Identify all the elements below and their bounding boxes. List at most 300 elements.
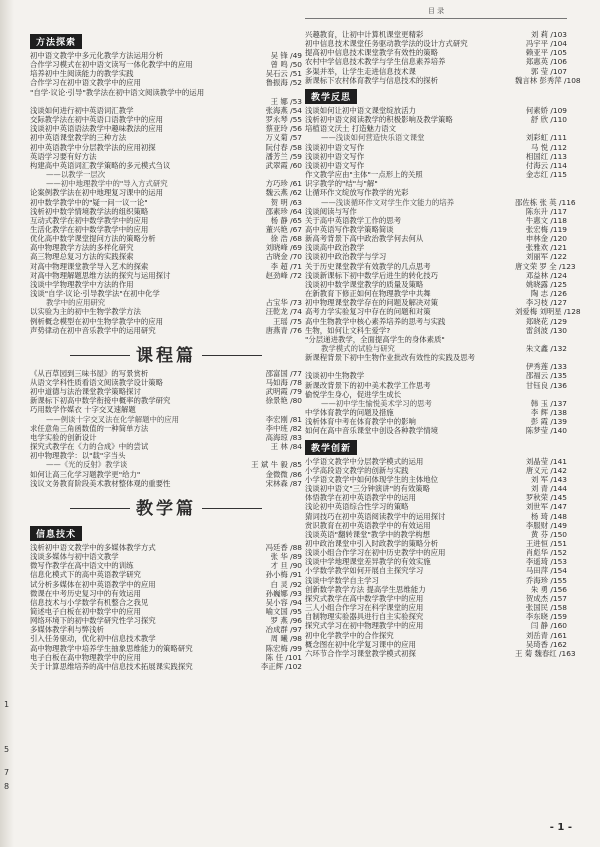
author-page: 彭 霞 /139 [530, 417, 567, 427]
article-title: 生活化教学在初中数学教学中的应用 [30, 224, 149, 234]
article-title: 培养初中生阅读能力的教学实践 [30, 69, 134, 79]
author-page: 赖亚平 /105 [525, 48, 567, 58]
toc-entry [305, 548, 567, 557]
toc-entry [305, 30, 567, 39]
article-title: 初中英语课堂教学的三种方法 [30, 133, 127, 143]
author-page: 邵富国 /77 [265, 368, 302, 378]
article-title: 《从百草园到三味书屋》的写景赏析 [30, 368, 149, 378]
margin-number: 7 [4, 768, 10, 777]
article-title: 教学模式的试验与研究 [321, 344, 395, 353]
article-title: 高三物理总复习方法的实践探索 [30, 252, 134, 262]
toc-entry [30, 424, 302, 433]
article-title: 让循环作文绽放写作教学的光彩 [305, 188, 409, 198]
toc-entry [305, 216, 567, 225]
article-title: 高中物理教学方法的多样化研究 [30, 243, 134, 253]
author-page: 刘晓峰 /69 [265, 243, 302, 253]
toc-entry [305, 371, 567, 380]
author-page: 邓益林 /124 [525, 270, 567, 280]
header-strip: 目 录 [305, 6, 567, 19]
toc-entry [30, 460, 302, 469]
toc-entry [30, 396, 302, 405]
article-title: 合作学习在初中语文教学中的应用 [30, 78, 141, 88]
page-fold-shadow [0, 0, 14, 847]
author-page: 唐文荣 罗 全 /123 [515, 261, 576, 271]
article-title: 互动式教学在初中数学教学中的应用 [30, 215, 149, 225]
article-title: 自制物理实验器具进行自主实验探究 [305, 612, 424, 622]
toc-entry [30, 216, 302, 225]
toc-entry [30, 662, 302, 671]
article-title: 浅谈"自学·议论·引导教学法"在初中化学 [30, 289, 160, 299]
author-page: 吴石云 /51 [265, 69, 302, 79]
author-page: 曾 鸣 /50 [270, 60, 302, 70]
author-page: 魏云燕 /62 [265, 188, 302, 198]
article-title: 从语文学科性质看语文阅读教学设计策略 [30, 378, 164, 387]
author-page: 刘 莉 /103 [530, 30, 567, 39]
toc-entry [305, 399, 567, 408]
article-title: 浅谈小组合作学习在初中历史教学中的应用 [305, 548, 446, 558]
author-page: 冯廷香 /88 [265, 542, 302, 552]
toc-entry [30, 133, 302, 142]
author-page: 黄 芬 /150 [530, 529, 567, 539]
toc-entry [30, 78, 302, 87]
toc-entry [30, 561, 302, 570]
article-title: 浅谈高中政治教学 [305, 243, 365, 253]
toc-entry [30, 470, 302, 479]
article-title: 关于高中英语教学工作的思考 [305, 215, 402, 225]
toc-entry [305, 234, 567, 243]
article-title: 信息技术与小学数学有机整合之我见 [30, 597, 149, 607]
toc-entry [30, 479, 302, 488]
toc-entry [305, 539, 567, 548]
author-page: 董兴艳 /67 [265, 224, 302, 234]
toc-entry [305, 390, 567, 399]
toc-entry [305, 512, 567, 521]
author-page: 高海琼 /83 [265, 432, 302, 442]
author-page: 潘芳兰 /59 [265, 151, 302, 161]
author-page: 吴琦香 /162 [525, 639, 567, 649]
article-title: 浅谈初中语文"三分钟演讲"的有效策略 [305, 484, 431, 494]
article-title: 高中英语写作教学策略简谈 [305, 224, 394, 234]
author-page: 孙小梅 /91 [265, 570, 302, 580]
author-page: 舒 欣 /110 [530, 115, 567, 125]
toc-entry [30, 378, 302, 387]
toc-entry [30, 589, 302, 598]
article-title: 对高中物理解题思维方法的探究与运用探讨 [30, 270, 171, 280]
author-page: 张 华 /89 [270, 552, 302, 562]
author-page: 陈东升 /117 [525, 206, 567, 216]
author-page: 伊秀莲 /133 [525, 362, 567, 372]
author-page: 马如海 /78 [265, 378, 302, 387]
article-title: 浅谈初中生物教学 [305, 371, 365, 381]
toc-entry [305, 152, 567, 161]
toc-entry [305, 271, 567, 280]
toc-entry [305, 648, 576, 658]
toc-entry [305, 381, 567, 390]
toc-entry [305, 133, 567, 142]
author-page: 肖彪华 /152 [525, 548, 567, 558]
article-title: 浅谈初中语文写作 [305, 160, 365, 170]
article-title: 关于历史课堂教学有效教学的几点思考 [305, 261, 431, 271]
toc-entry [305, 457, 567, 466]
toc-entry [305, 408, 567, 417]
article-title: 浅析初中数学情境教学法的组织策略 [30, 206, 149, 216]
toc-entry [305, 67, 567, 76]
author-page: 李宏刚 /81 [265, 414, 302, 424]
author-page: 张国民 /158 [525, 603, 567, 613]
author-page: 刘世军 /147 [525, 502, 567, 512]
article-title: 浅谈中学数学自主学习 [305, 575, 379, 585]
toc-entry [305, 75, 581, 85]
toc-entry [30, 634, 302, 643]
article-title: 浅谈初中政治教学与学习 [305, 252, 387, 262]
toc-entry [305, 640, 567, 649]
toc-entry [305, 161, 567, 170]
toc-entry [30, 451, 302, 460]
toc-entry [305, 612, 567, 621]
article-title: 浅谈如何进行初中英语词汇教学 [30, 105, 134, 115]
toc-entry [305, 521, 567, 530]
article-title: 高中物理教学中培养学生抽象思维能力的策略研究 [30, 643, 193, 653]
article-title: 关于计算思维培养的高中信息技术拓展课实践探究 [30, 661, 193, 671]
section-tag: 教学创新 [305, 440, 357, 455]
author-page: 魏言林 彭秀萍 /108 [515, 75, 581, 85]
toc-entry [30, 616, 302, 625]
toc-entry [30, 170, 302, 179]
toc-entry [305, 493, 567, 502]
article-title: 识字教学的"结"与"解" [305, 179, 378, 189]
article-title: ——《光的反射》教学谈 [46, 460, 128, 470]
article-title: 多媒体教学利与弊浅析 [30, 625, 104, 635]
author-page: 金志红 /115 [525, 170, 567, 180]
toc-entry [30, 326, 302, 335]
article-title: 浅析初中语文教学中的多媒体教学方式 [30, 542, 156, 552]
author-page: 付海云 /114 [525, 160, 567, 170]
toc-entry [305, 603, 567, 612]
author-page: 邵素珍 /64 [265, 206, 302, 216]
author-page: 韩 玉 /137 [530, 398, 567, 408]
toc-entry [30, 262, 302, 271]
author-page: 申林金 /120 [525, 234, 567, 244]
article-title: 探究式教学在高中数学教学中的应用 [305, 593, 424, 603]
author-page: 张海燕 /54 [265, 105, 302, 115]
toc-entry [305, 566, 567, 575]
author-page: 姚晓露 /125 [525, 279, 567, 289]
margin-number: 5 [4, 745, 10, 754]
article-title: 体悟教学在初中英语教学中的运用 [305, 493, 416, 503]
article-title: 浅议文务教育阶段美术教材整体观的重要性 [30, 478, 171, 488]
part-heading [30, 494, 302, 519]
author-page: 武翠霞 /60 [265, 160, 302, 170]
author-page: 罗秋荣 /145 [525, 493, 567, 503]
part-heading-label: 课程篇 [136, 345, 196, 366]
toc-entry [305, 280, 567, 289]
article-title: 农村中学信息技术教学与学生信息素养培养 [305, 57, 446, 67]
author-page: 闫 静 /160 [530, 621, 567, 631]
article-title: ——浅谈如何营造快乐语文课堂 [321, 133, 425, 143]
article-title: 新高考背景下高中政治教学何去何从 [305, 234, 424, 244]
article-title: 微课在中考历史复习中的有效运用 [30, 588, 141, 598]
toc-entry [305, 326, 567, 335]
toc-entry [305, 188, 567, 197]
article-title: "自学·议论·引导"教学法在初中语文阅读教学中的运用 [30, 87, 205, 97]
author-page: 唐燕青 /76 [265, 325, 302, 335]
toc-entry [305, 317, 567, 326]
toc-entry [305, 466, 567, 475]
article-title: 初中政治课堂中引入时政教学的策略分析 [305, 538, 439, 548]
author-page: 贺成杰 /157 [525, 593, 567, 603]
author-page: 陈梦莹 /140 [525, 426, 567, 436]
toc-entry [30, 252, 302, 261]
author-page: 方巧珍 /61 [265, 179, 302, 189]
toc-entry [305, 594, 567, 603]
toc-entry [305, 502, 567, 511]
toc-entry [30, 51, 302, 60]
toc-entry [30, 298, 302, 307]
author-page: 王 菊 魏春红 /163 [515, 648, 576, 658]
author-page: 鲁振海 /52 [265, 78, 302, 88]
author-page: 罗永琴 /55 [265, 115, 302, 125]
author-page: 李 超 /71 [270, 261, 302, 271]
article-title: 浅谈英语"翻转课堂"教学中的教学构想 [305, 529, 431, 539]
toc-entry [30, 97, 302, 106]
author-page: 邵福云 /135 [525, 371, 567, 381]
toc-entry [30, 271, 302, 280]
article-title: 以实验为主的初中生物学教学方法 [30, 307, 141, 317]
author-page: 李正辉 /102 [260, 661, 302, 671]
article-title: 浅谈中学物理教学中方法的作用 [30, 279, 134, 289]
author-page: 刘彩虹 /111 [525, 133, 567, 143]
author-page: 占宝华 /73 [265, 298, 302, 308]
toc-entry [30, 543, 302, 552]
toc-entry [30, 207, 302, 216]
author-page: 刘岳青 /161 [525, 630, 567, 640]
author-page: 王 娜 /53 [270, 96, 302, 106]
article-title: 英语学习要有好方法 [30, 151, 97, 161]
article-title: 浅谈新课标下初中数学后进生的转化技巧 [305, 270, 439, 280]
article-title: 合作学习模式在初中语文读写一体化教学中的应用 [30, 60, 193, 70]
author-page: 陈宏梅 /99 [265, 643, 302, 653]
toc-entry [30, 625, 302, 634]
toc-entry [30, 598, 302, 607]
article-title: 浅谈初中语文写作 [305, 142, 365, 152]
article-title: 如何让高三化学习题教学更"给力" [30, 469, 141, 479]
toc-entry [305, 115, 567, 124]
article-title: 对高中物理课堂教学导入艺术的探索 [30, 261, 149, 271]
article-title: 小学高段语文教学的创新与实践 [305, 465, 409, 475]
article-title: 交际教学法在初中英语口语教学中的应用 [30, 115, 164, 125]
author-page: 唐义元 /142 [525, 465, 567, 475]
toc-entry [305, 335, 567, 344]
author-page: 王 斌 牛 毅 /85 [251, 460, 302, 470]
article-title: 新课标下农村体育教学与信息技术的探析 [305, 75, 439, 85]
author-page: 张雅欢 /121 [525, 243, 567, 253]
author-page: 郑晓花 /129 [525, 316, 567, 326]
article-title: 浅谈多媒体与初中语文教学 [30, 552, 119, 562]
article-title: 提高初中信息技术课堂教学有效性的策略 [305, 48, 439, 58]
toc-entry [30, 552, 302, 561]
author-page: 甘钰良 /136 [525, 380, 567, 390]
author-page: 邵佐栋 张 英 /116 [515, 197, 576, 207]
toc-entry [30, 415, 302, 424]
author-page: 李服财 /149 [525, 520, 567, 530]
article-title: 中学体育教学的问题及措施 [305, 408, 394, 418]
article-title: 初中英语教学中分层教学法的应用初探 [30, 142, 156, 152]
toc-entry [30, 442, 302, 451]
toc-entry [30, 124, 302, 133]
section-tag: 信息技术 [30, 526, 82, 541]
toc-entry [305, 197, 576, 207]
author-page: 金微微 /86 [265, 469, 302, 479]
article-title: 初中物理课堂教学存在的问题及解决对策 [305, 298, 439, 308]
author-page: 郭 莹 /107 [530, 66, 567, 76]
article-title: 电子白板在高中物理教学中的应用 [30, 652, 141, 662]
toc-entry [30, 387, 302, 396]
author-page: 刘 军 /143 [530, 474, 567, 484]
author-page: 马 悦 /112 [530, 142, 567, 152]
part-heading [30, 341, 302, 366]
article-title: 高中生物教学中核心素养培养的思考与实践 [305, 316, 446, 326]
toc-entry [30, 225, 302, 234]
article-title: 浅析体育中考在体育教学中的影响 [305, 417, 416, 427]
toc-entry [305, 362, 567, 371]
toc-entry [305, 353, 567, 362]
article-title: ——初中地理教学中的"导入方式研究 [46, 179, 168, 189]
toc-entry [30, 243, 302, 252]
toc-entry [30, 88, 302, 97]
toc-entry [30, 369, 302, 378]
article-title: 六环节合作学习课堂教学模式初探 [305, 648, 416, 658]
author-page: 郑惠英 /106 [525, 57, 567, 67]
article-title: 初中道德与法治课堂教学策略探讨 [30, 387, 141, 397]
margin-number: 1 [4, 700, 10, 709]
author-page: 王进恒 /151 [525, 538, 567, 548]
author-page: 阮付春 /58 [265, 142, 302, 152]
author-page: 朱 勇 /156 [530, 584, 567, 594]
author-page: 牛惠文 /118 [525, 215, 567, 225]
article-title: 浅谈初中数学课堂教学的质量及策略 [305, 279, 424, 289]
toc-entry [305, 57, 567, 66]
toc-entry [305, 289, 567, 298]
toc-entry [305, 179, 567, 188]
author-page: 李东晓 /159 [525, 612, 567, 622]
author-page: 陈 任 /101 [265, 652, 302, 662]
article-title: 试分析多媒体在初中英语教学中的应用 [30, 579, 156, 589]
toc-entry [30, 307, 302, 316]
article-title: 培植语文沃土 打造魅力语文 [305, 124, 397, 134]
article-title: ——浅谈循环作文对学生作文能力的培养 [321, 197, 455, 207]
toc-entry [30, 317, 302, 326]
article-title: 初中信息技术课堂任务驱动教学法的设计方式研究 [305, 39, 468, 49]
toc-entry [30, 106, 302, 115]
article-title: 三人小组合作学习在科学课堂的应用 [305, 603, 424, 613]
author-page: 刘晶莹 /141 [525, 456, 567, 466]
toc-entry [30, 60, 302, 69]
toc-entry [30, 644, 302, 653]
author-page: 贺 明 /63 [270, 197, 302, 207]
article-title: 网络环境下的初中数学研究性学习探究 [30, 616, 156, 626]
article-title: 简述电子白板在初中数学中的应用 [30, 606, 141, 616]
author-page: 雷剑波 /130 [525, 325, 567, 335]
author-page: 乔海珍 /155 [525, 575, 567, 585]
author-page: 白 灵 /92 [270, 579, 302, 589]
article-title: 教学中的应用研究 [46, 298, 106, 308]
toc-entry [305, 124, 567, 133]
toc-entry [305, 307, 581, 317]
toc-entry [30, 234, 302, 243]
author-page: 赵劲峰 /72 [265, 270, 302, 280]
article-title: 小学语文教学中分层教学模式的运用 [305, 456, 424, 466]
article-title: 创新数学教学方法 提高学生思维能力 [305, 584, 426, 594]
article-title: 作文教学应由"主体"一点形上的关照 [305, 170, 423, 180]
article-title: 优化高中数学课堂提问方法的策略分析 [30, 234, 156, 244]
author-page: 马田萍 /154 [525, 566, 567, 576]
author-page: 王 林 /84 [270, 442, 302, 452]
author-page: 吴小容 /94 [265, 597, 302, 607]
toc-left-column [30, 30, 302, 671]
author-page: 冯宇平 /104 [525, 39, 567, 49]
author-page: 陶 志 /126 [530, 289, 567, 299]
article-title: 如何在高中音乐课堂中创设各种教学情境 [305, 426, 439, 436]
article-title: 赏识教育在初中英语教学中的有效运用 [305, 520, 431, 530]
toc-entry [30, 405, 302, 414]
toc-entry [305, 631, 567, 640]
author-page: 何素娇 /109 [525, 105, 567, 115]
author-page: 徐 浩 /68 [270, 234, 302, 244]
author-page: 孙巍娜 /93 [265, 588, 302, 598]
article-title: 探究式学习在初中物理教学中的应用 [305, 621, 424, 631]
author-page: 宋林森 /87 [265, 478, 302, 488]
article-title: 微写作教学在高中语文中的训练 [30, 561, 134, 571]
article-title: 声势律动在初中音乐教学中的运用研究 [30, 325, 156, 335]
article-title: 浅析初中语文阅读教学的积极影响及教学策略 [305, 115, 453, 125]
author-page: 刘 青 /144 [530, 484, 567, 494]
author-page: 张宏梅 /119 [525, 224, 567, 234]
article-title: 初中数学教学中的"疑一问一议一论" [30, 197, 148, 207]
toc-entry [305, 261, 576, 271]
author-page: 万义菊 /57 [265, 133, 302, 143]
article-title: 求任意角三角函数值的一种简单方法 [30, 423, 149, 433]
article-title: ——例谈十字交叉法在化学解题中的应用 [46, 414, 180, 424]
article-title: 信息化模式下的高中英语教学研究 [30, 570, 141, 580]
author-page: 吴 锋 /49 [270, 51, 302, 60]
page-number: - 1 - [549, 822, 572, 833]
toc-entry [305, 207, 567, 216]
author-page: 李遥琦 /153 [525, 557, 567, 567]
article-title: 论案例教学法在初中地理复习课中的运用 [30, 188, 164, 198]
article-title: 电学实验的创新设计 [30, 432, 97, 442]
toc-entry [305, 298, 567, 307]
margin-number: 8 [4, 782, 10, 791]
toc-entry [30, 289, 302, 298]
toc-entry [305, 243, 567, 252]
author-page: 才 旦 /90 [270, 561, 302, 571]
toc-right-column [305, 30, 581, 658]
toc-entry [305, 530, 567, 539]
toc-entry [305, 170, 567, 179]
author-page: 古晓金 /70 [265, 252, 302, 262]
article-title: 初中物理教学：以"载"字当头 [30, 451, 126, 461]
toc-entry [30, 161, 302, 170]
toc-entry [30, 198, 302, 207]
toc-entry [305, 585, 567, 594]
author-page: 刘爱梅 刘明星 /128 [515, 307, 581, 317]
author-page: 朱文鑫 /132 [525, 344, 567, 353]
toc-entry [305, 106, 567, 115]
toc-entry [30, 653, 302, 662]
article-title: 兴趣教育，让初中计算机课堂更精彩 [305, 30, 424, 39]
toc-entry [305, 426, 567, 435]
toc-entry [30, 570, 302, 579]
